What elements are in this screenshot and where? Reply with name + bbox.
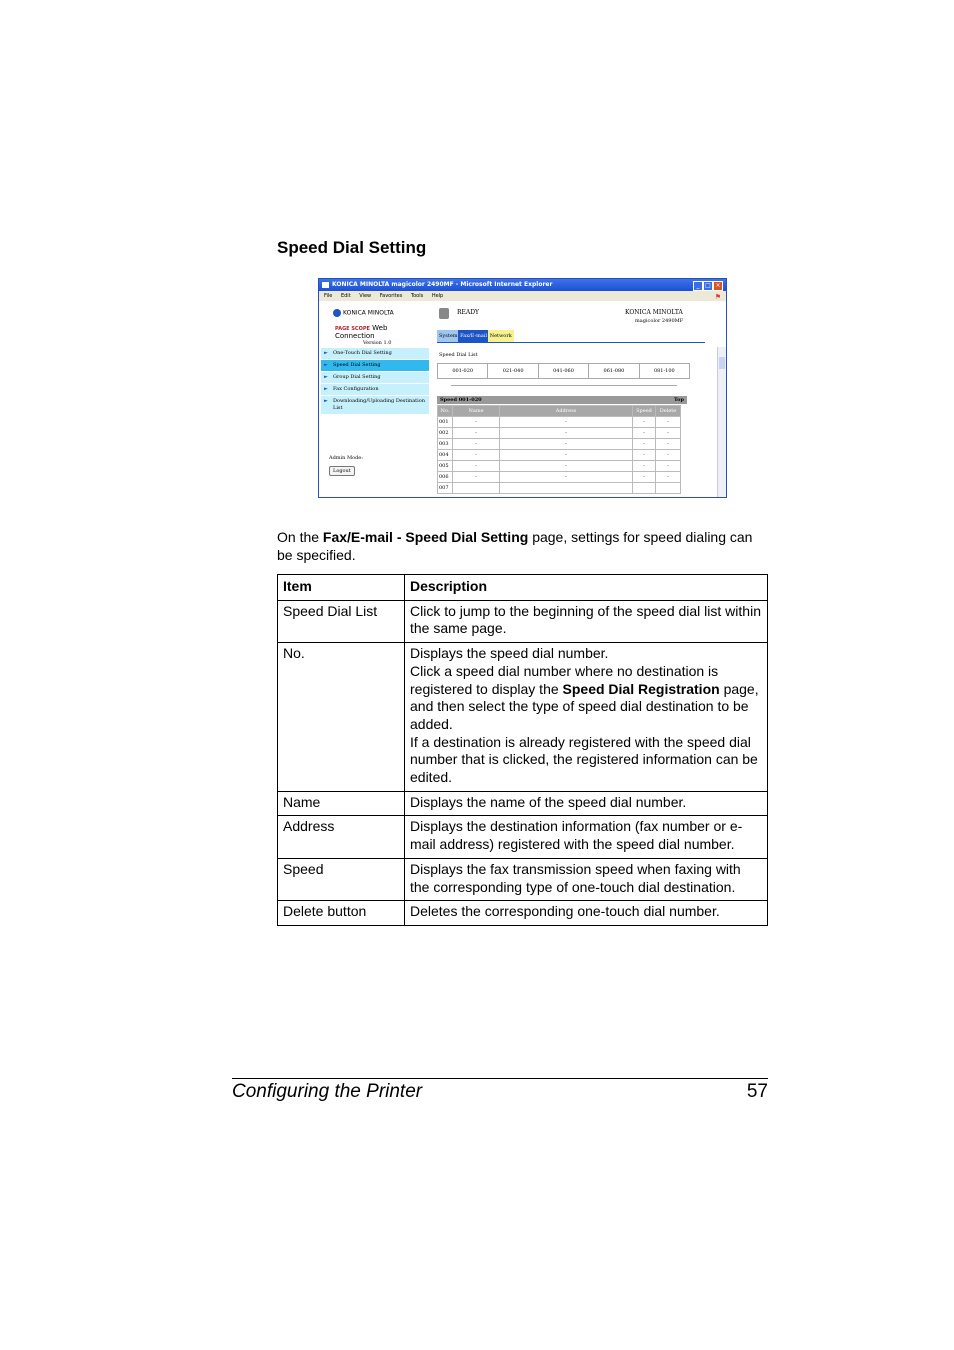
table-row bbox=[438, 472, 681, 483]
table-row bbox=[278, 791, 768, 816]
table-row bbox=[278, 858, 768, 900]
range-link[interactable]: 001-020 bbox=[438, 364, 488, 378]
row-address: - bbox=[500, 417, 633, 428]
window-title: KONICA MINOLTA magicolor 2490MF - Microsoft Internet Explorer bbox=[332, 281, 553, 288]
table-row bbox=[278, 643, 768, 792]
row-speed: - bbox=[633, 450, 656, 461]
arrow-icon: ► bbox=[324, 398, 328, 404]
top-link[interactable]: Top bbox=[674, 397, 684, 403]
section-title: Speed 001-020 bbox=[440, 397, 482, 403]
row-address: - bbox=[500, 461, 633, 472]
table-row bbox=[438, 439, 681, 450]
col-delete: Delete bbox=[656, 406, 681, 417]
table-row bbox=[438, 483, 681, 494]
description-cell: Displays the fax transmission speed when faxing with the corresponding type of one-touch dial destination. bbox=[405, 858, 768, 900]
col-no: No. bbox=[438, 406, 453, 417]
tab-system[interactable]: System bbox=[437, 330, 460, 342]
logout-button[interactable]: Logout bbox=[329, 466, 355, 476]
row-no[interactable]: 006 bbox=[438, 472, 453, 483]
col-address: Address bbox=[500, 406, 633, 417]
arrow-icon: ► bbox=[324, 362, 328, 368]
range-link[interactable]: 081-100 bbox=[653, 368, 675, 374]
row-no[interactable]: 005 bbox=[438, 461, 453, 472]
footer-title: Configuring the Printer bbox=[232, 1081, 423, 1102]
description-cell: Deletes the corresponding one-touch dial number. bbox=[405, 901, 768, 926]
tab-bar bbox=[437, 330, 511, 342]
description-cell: Displays the name of the speed dial number. bbox=[405, 791, 768, 816]
nav-item-download-upload[interactable]: ► Downloading/Uploading Destination List bbox=[321, 396, 429, 414]
table-row bbox=[278, 901, 768, 926]
scroll-thumb[interactable] bbox=[719, 357, 725, 369]
row-no[interactable]: 001 bbox=[438, 417, 453, 428]
row-speed: - bbox=[633, 472, 656, 483]
intro-bold: Fax/E-mail - Speed Dial Setting bbox=[322, 529, 529, 545]
tab-network[interactable]: Network bbox=[488, 330, 514, 342]
row-address: - bbox=[500, 428, 633, 439]
row-address: - bbox=[500, 450, 633, 461]
brand-text: KONICA MINOLTA bbox=[625, 309, 683, 316]
close-icon[interactable]: × bbox=[713, 281, 723, 291]
table-row bbox=[278, 600, 768, 642]
header-item: Item bbox=[278, 575, 405, 601]
windows-flag-icon: ⚑ bbox=[714, 293, 721, 301]
row-no[interactable]: 002 bbox=[438, 428, 453, 439]
table-row bbox=[278, 816, 768, 858]
range-link[interactable]: 021-040 bbox=[488, 364, 538, 378]
row-no[interactable]: 004 bbox=[438, 450, 453, 461]
row-name: - bbox=[453, 472, 500, 483]
row-delete[interactable] bbox=[656, 483, 681, 494]
left-navigation bbox=[319, 301, 429, 497]
menu-file[interactable]: File bbox=[324, 293, 333, 299]
status-text: READY bbox=[457, 309, 480, 316]
item-cell: Speed bbox=[278, 858, 405, 900]
row-name: - bbox=[453, 417, 500, 428]
item-cell: Delete button bbox=[278, 901, 405, 926]
item-cell: Speed Dial List bbox=[278, 600, 405, 642]
arrow-icon: ► bbox=[324, 374, 328, 380]
item-cell: Address bbox=[278, 816, 405, 858]
description-table bbox=[277, 574, 768, 926]
model-text: magicolor 2490MF bbox=[635, 318, 684, 324]
maximize-icon[interactable]: □ bbox=[703, 281, 713, 291]
section-header bbox=[437, 396, 687, 404]
item-cell: No. bbox=[278, 643, 405, 792]
row-delete[interactable]: - bbox=[656, 439, 681, 450]
range-link[interactable]: 041-060 bbox=[539, 364, 589, 378]
page-number: 57 bbox=[746, 1081, 768, 1102]
row-address: - bbox=[500, 439, 633, 450]
row-delete[interactable]: - bbox=[656, 472, 681, 483]
range-link[interactable]: 061-080 bbox=[589, 364, 639, 378]
row-name bbox=[453, 483, 500, 494]
col-name: Name bbox=[453, 406, 500, 417]
main-content bbox=[429, 301, 726, 497]
window-titlebar bbox=[319, 279, 726, 291]
tab-fax-email[interactable]: Fax/E-mail bbox=[458, 330, 489, 342]
footer-rule bbox=[232, 1078, 768, 1079]
table-row bbox=[438, 461, 681, 472]
range-links bbox=[437, 363, 690, 379]
header-description: Description bbox=[405, 575, 768, 601]
table-row bbox=[438, 428, 681, 439]
arrow-icon: ► bbox=[324, 386, 328, 392]
row-delete[interactable]: - bbox=[656, 428, 681, 439]
konica-minolta-logo: KONICA MINOLTA bbox=[333, 309, 394, 317]
web-connection-logo: PAGE SCOPE Web Connection bbox=[335, 324, 388, 340]
row-no[interactable]: 003 bbox=[438, 439, 453, 450]
row-delete[interactable]: - bbox=[656, 417, 681, 428]
ie-icon bbox=[322, 282, 329, 288]
row-address: - bbox=[500, 472, 633, 483]
table-row bbox=[438, 450, 681, 461]
description-cell: Click to jump to the beginning of the speed dial list within the same page. bbox=[405, 600, 768, 642]
speed-dial-table bbox=[437, 405, 681, 494]
nav-item-one-touch[interactable]: ► One-Touch Dial Setting bbox=[321, 348, 429, 359]
nav-list bbox=[321, 348, 429, 415]
scrollbar[interactable] bbox=[717, 347, 726, 497]
speed-dial-list-label: Speed Dial List bbox=[439, 352, 478, 358]
menu-view[interactable]: View bbox=[359, 293, 372, 299]
section-heading: Speed Dial Setting bbox=[277, 238, 427, 257]
row-delete[interactable]: - bbox=[656, 461, 681, 472]
row-speed bbox=[633, 483, 656, 494]
row-speed: - bbox=[633, 428, 656, 439]
menu-bar bbox=[319, 291, 726, 301]
tab-underline bbox=[437, 342, 705, 343]
menu-favorites[interactable]: Favorites bbox=[379, 293, 403, 299]
intro-paragraph: On the Fax/E-mail - Speed Dial Setting page, settings for speed dialing can be specified. bbox=[277, 529, 753, 563]
arrow-icon: ► bbox=[324, 350, 328, 356]
row-name: - bbox=[453, 428, 500, 439]
menu-edit[interactable]: Edit bbox=[340, 293, 351, 299]
row-name: - bbox=[453, 439, 500, 450]
item-cell: Name bbox=[278, 791, 405, 816]
divider bbox=[451, 385, 677, 386]
printer-icon bbox=[439, 308, 449, 319]
minimize-icon[interactable]: _ bbox=[693, 281, 703, 291]
globe-icon bbox=[333, 309, 341, 317]
browser-screenshot bbox=[318, 278, 727, 498]
description-cell: Displays the speed dial number. Click a speed dial number where no destination is registered to display the Speed Dial Registration page, and then select the type of speed dial destination to be added. If a destination is already registered with the speed dial number that is clicked, the registered information can be edited. bbox=[405, 643, 768, 792]
row-no[interactable]: 007 bbox=[438, 483, 453, 494]
nav-item-fax-configuration[interactable]: ► Fax Configuration bbox=[321, 384, 429, 395]
menu-help[interactable]: Help bbox=[431, 293, 444, 299]
row-address bbox=[500, 483, 633, 494]
admin-mode-label: Admin Mode: bbox=[329, 455, 363, 461]
row-name: - bbox=[453, 450, 500, 461]
row-name: - bbox=[453, 461, 500, 472]
nav-item-speed-dial[interactable]: ► Speed Dial Setting bbox=[321, 360, 429, 371]
version-label: Version 1.0 bbox=[363, 340, 392, 346]
nav-item-group-dial[interactable]: ► Group Dial Setting bbox=[321, 372, 429, 383]
menu-tools[interactable]: Tools bbox=[410, 293, 424, 299]
table-row bbox=[438, 417, 681, 428]
description-cell: Displays the destination information (fax number or e-mail address) registered with the speed dial number. bbox=[405, 816, 768, 858]
row-delete[interactable]: - bbox=[656, 450, 681, 461]
row-speed: - bbox=[633, 439, 656, 450]
row-speed: - bbox=[633, 417, 656, 428]
col-speed: Speed bbox=[633, 406, 656, 417]
row-speed: - bbox=[633, 461, 656, 472]
